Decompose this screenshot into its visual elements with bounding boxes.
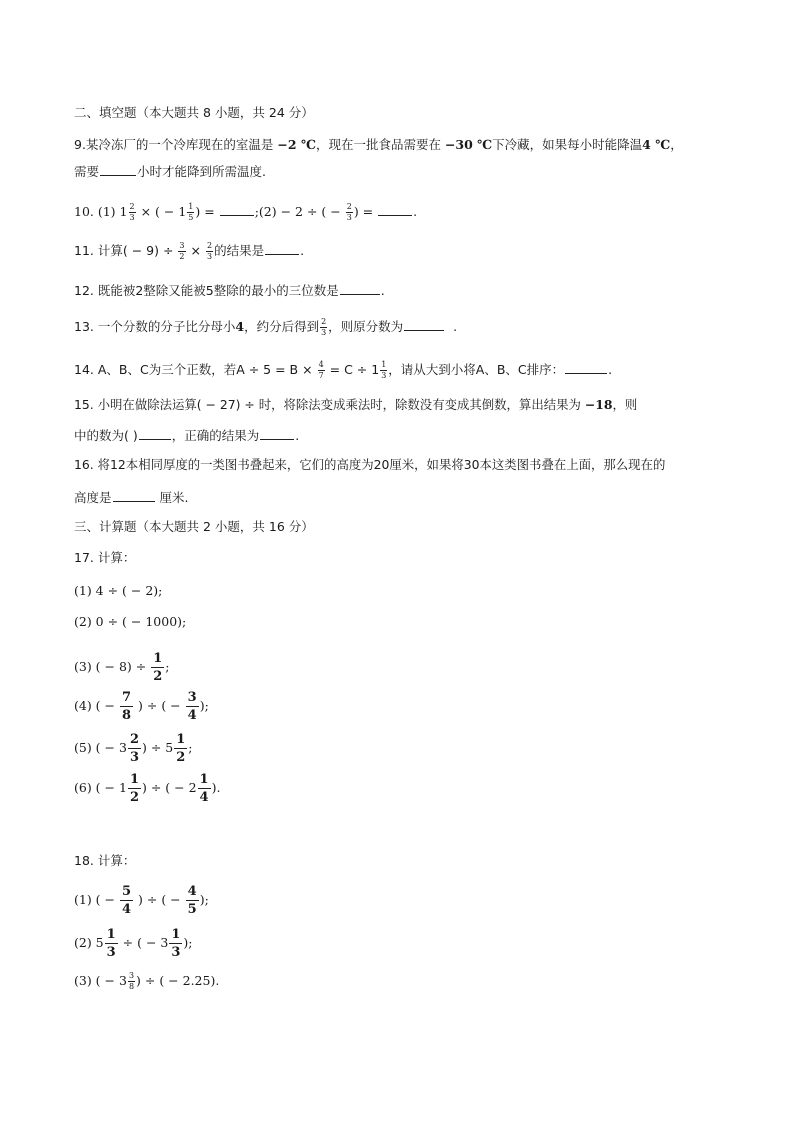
denominator: 3 bbox=[129, 750, 139, 765]
fraction bbox=[128, 773, 141, 804]
question-16-line-2 bbox=[74, 489, 188, 506]
numerator: 3 bbox=[179, 241, 185, 250]
q18-item-text: ); bbox=[183, 935, 193, 950]
fraction bbox=[187, 203, 194, 222]
q17-item-text: (4) ( − bbox=[74, 698, 116, 713]
numerator: 1 bbox=[188, 202, 194, 211]
denominator: 4 bbox=[187, 708, 197, 723]
q17-label: 17. 计算： bbox=[74, 550, 136, 565]
question-15-line-1 bbox=[74, 397, 637, 413]
denominator: 3 bbox=[346, 213, 352, 222]
section-heading-calculation bbox=[74, 519, 314, 535]
q10-text: . bbox=[413, 204, 418, 219]
question-13 bbox=[74, 318, 457, 337]
q10-text: × ( − 1 bbox=[140, 204, 187, 219]
q9-rate: 4 ℃ bbox=[642, 137, 671, 152]
numerator: 3 bbox=[128, 971, 135, 980]
q17-item-1 bbox=[74, 583, 162, 599]
q17-item-text: ). bbox=[211, 780, 221, 795]
q15-text: ，则 bbox=[612, 397, 638, 412]
numerator: 1 bbox=[171, 927, 181, 942]
numerator: 1 bbox=[129, 772, 139, 787]
question-12 bbox=[74, 282, 385, 299]
q11-text: 11. 计算( − 9) ÷ bbox=[74, 243, 174, 258]
question-10 bbox=[74, 203, 417, 222]
q15-result: −18 bbox=[584, 397, 613, 412]
q17-item-text: ; bbox=[165, 659, 170, 674]
q9-text: 小时才能降到所需温度. bbox=[137, 164, 266, 179]
denominator: 8 bbox=[122, 708, 132, 723]
q17-item-text: (6) ( − 1 bbox=[74, 780, 127, 795]
denominator: 3 bbox=[129, 213, 135, 222]
section-heading-fill-in bbox=[74, 105, 314, 121]
q17-item-6 bbox=[74, 773, 220, 804]
numerator: 7 bbox=[122, 690, 132, 705]
numerator: 2 bbox=[206, 241, 213, 250]
q15-text: ，正确的结果为 bbox=[171, 428, 260, 443]
numerator: 5 bbox=[122, 884, 132, 899]
question-17-label bbox=[74, 550, 135, 566]
q16-text: 16. 将12本相同厚度的一类图书叠起来，它们的高度为20厘米，如果将30本这类图书叠在上面，那么现在的 bbox=[74, 457, 666, 472]
numerator: 1 bbox=[176, 732, 186, 747]
q18-item-text: ) ÷ ( − 2.25). bbox=[136, 973, 220, 988]
q18-item-text: ); bbox=[199, 892, 209, 907]
denominator: 2 bbox=[129, 790, 139, 805]
answer-blank[interactable] bbox=[100, 163, 136, 176]
fraction bbox=[120, 691, 133, 722]
numerator: 2 bbox=[346, 202, 352, 211]
q18-item-1 bbox=[74, 885, 209, 916]
numerator: 2 bbox=[129, 732, 139, 747]
q14-text: 14. A、B、C为三个正数，若A ÷ 5 = B × bbox=[74, 362, 313, 377]
q18-label: 18. 计算： bbox=[74, 853, 136, 868]
answer-blank[interactable] bbox=[378, 203, 412, 216]
fraction bbox=[128, 733, 141, 764]
q17-item-4 bbox=[74, 691, 209, 722]
denominator: 3 bbox=[206, 252, 213, 261]
question-18-label bbox=[74, 853, 135, 869]
q14-text: . bbox=[608, 362, 613, 377]
fraction bbox=[129, 203, 136, 222]
q18-item-text: (3) ( − 3 bbox=[74, 973, 127, 988]
denominator: 4 bbox=[122, 902, 132, 917]
denominator: 8 bbox=[128, 982, 135, 991]
question-16-line-1 bbox=[74, 457, 665, 473]
fraction bbox=[206, 242, 213, 261]
fraction bbox=[320, 318, 327, 337]
denominator: 3 bbox=[321, 328, 327, 337]
answer-blank[interactable] bbox=[113, 489, 155, 502]
answer-blank[interactable] bbox=[340, 282, 380, 295]
denominator: 5 bbox=[187, 902, 197, 917]
fraction bbox=[380, 361, 387, 380]
q13-text: . bbox=[453, 319, 458, 334]
denominator: 2 bbox=[153, 669, 163, 684]
q9-temperature-target: −30 ℃ bbox=[444, 137, 493, 152]
q17-item-text: ) ÷ ( − bbox=[138, 698, 181, 713]
numerator: 4 bbox=[318, 360, 324, 369]
fraction bbox=[198, 773, 211, 804]
numerator: 2 bbox=[321, 317, 327, 326]
q13-text: ，约分后得到 bbox=[244, 319, 320, 334]
q18-item-text: ÷ ( − 3 bbox=[122, 935, 169, 950]
q9-text: 需要 bbox=[74, 164, 100, 179]
q17-item-text: (2) 0 ÷ ( − 1000); bbox=[74, 614, 187, 629]
fraction bbox=[186, 885, 199, 916]
numerator: 1 bbox=[199, 772, 209, 787]
fraction bbox=[186, 691, 199, 722]
q17-item-text: ); bbox=[199, 698, 209, 713]
answer-blank[interactable] bbox=[265, 242, 299, 255]
q18-item-2 bbox=[74, 928, 193, 959]
q18-item-text: ) ÷ ( − bbox=[138, 892, 181, 907]
q9-temperature-room: −2 ℃ bbox=[277, 137, 316, 152]
answer-blank[interactable] bbox=[404, 318, 444, 331]
q9-text: ，现在一批食品需要在 bbox=[315, 137, 441, 152]
q17-item-3 bbox=[74, 652, 170, 683]
q10-text: 10. (1) 1 bbox=[74, 204, 128, 219]
q12-text: . bbox=[380, 283, 385, 298]
q15-text: . bbox=[295, 428, 300, 443]
q10-text: ;(2) − 2 ÷ ( − bbox=[254, 204, 341, 219]
denominator: 3 bbox=[171, 945, 181, 960]
fraction bbox=[128, 972, 135, 991]
question-11 bbox=[74, 242, 304, 261]
q18-item-3 bbox=[74, 972, 219, 991]
q18-item-text: (1) ( − bbox=[74, 892, 116, 907]
numerator: 1 bbox=[153, 651, 163, 666]
fraction bbox=[178, 242, 185, 261]
question-9-line-1 bbox=[74, 137, 683, 153]
fraction bbox=[120, 885, 133, 916]
q14-text: = C ÷ 1 bbox=[329, 362, 380, 377]
fraction bbox=[346, 203, 353, 222]
question-15-line-2 bbox=[74, 427, 299, 444]
question-14 bbox=[74, 361, 612, 380]
fraction bbox=[318, 361, 325, 380]
answer-blank[interactable] bbox=[139, 427, 171, 440]
section-heading-text: 二、填空题（本大题共 8 小题，共 24 分） bbox=[74, 105, 314, 120]
q9-text: 下冷藏，如果每小时能降温 bbox=[492, 137, 643, 152]
q9-text: 9.某冷冻厂的一个冷库现在的室温是 bbox=[74, 137, 274, 152]
numerator: 2 bbox=[129, 202, 135, 211]
fraction bbox=[169, 928, 182, 959]
q12-text: 12. 既能被2整除又能被5整除的最小的三位数是 bbox=[74, 283, 339, 298]
numerator: 3 bbox=[187, 690, 197, 705]
question-9-line-2 bbox=[74, 163, 266, 180]
fraction bbox=[174, 733, 187, 764]
q17-item-text: (5) ( − 3 bbox=[74, 740, 127, 755]
answer-blank[interactable] bbox=[260, 427, 294, 440]
q9-text: ， bbox=[670, 137, 683, 152]
numerator: 4 bbox=[187, 884, 197, 899]
fraction bbox=[105, 928, 118, 959]
denominator: 3 bbox=[106, 945, 116, 960]
q18-item-text: (2) 5 bbox=[74, 935, 104, 950]
denominator: 5 bbox=[188, 213, 194, 222]
denominator: 7 bbox=[318, 371, 324, 380]
q10-text: ) = bbox=[195, 204, 215, 219]
q11-text: × bbox=[190, 243, 201, 258]
numerator: 1 bbox=[106, 927, 116, 942]
numerator: 1 bbox=[381, 360, 387, 369]
q13-text: ，则原分数为 bbox=[328, 319, 404, 334]
answer-blank[interactable] bbox=[220, 203, 254, 216]
q17-item-2 bbox=[74, 614, 186, 630]
fraction bbox=[151, 652, 164, 683]
section-heading-text: 三、计算题（本大题共 2 小题，共 16 分） bbox=[74, 519, 314, 534]
q11-text: . bbox=[300, 243, 305, 258]
q17-item-text: (3) ( − 8) ÷ bbox=[74, 659, 147, 674]
answer-blank[interactable] bbox=[565, 361, 607, 374]
q17-item-text: ) ÷ ( − 2 bbox=[141, 780, 197, 795]
q17-item-text: (1) 4 ÷ ( − 2); bbox=[74, 583, 163, 598]
denominator: 2 bbox=[176, 750, 186, 765]
q15-text: 中的数为( ) bbox=[74, 428, 138, 443]
denominator: 4 bbox=[199, 790, 209, 805]
q17-item-text: ) ÷ 5 bbox=[141, 740, 174, 755]
q13-text: 13. 一个分数的分子比分母小 bbox=[74, 319, 236, 334]
q11-text: 的结果是 bbox=[214, 243, 265, 258]
denominator: 2 bbox=[179, 252, 185, 261]
q15-text: 15. 小明在做除法运算( − 27) ÷ 时，将除法变成乘法时，除数没有变成其倒数，算出结果为 bbox=[74, 397, 581, 412]
q17-item-5 bbox=[74, 733, 193, 764]
q16-text: 高度是 bbox=[74, 490, 112, 505]
q14-text: ，请从大到小将A、B、C排序： bbox=[388, 362, 565, 377]
q16-text: 厘米. bbox=[159, 490, 189, 505]
q13-difference: 4 bbox=[235, 319, 245, 334]
q17-item-text: ; bbox=[188, 740, 193, 755]
q10-text: ) = bbox=[353, 204, 374, 219]
denominator: 3 bbox=[381, 371, 387, 380]
